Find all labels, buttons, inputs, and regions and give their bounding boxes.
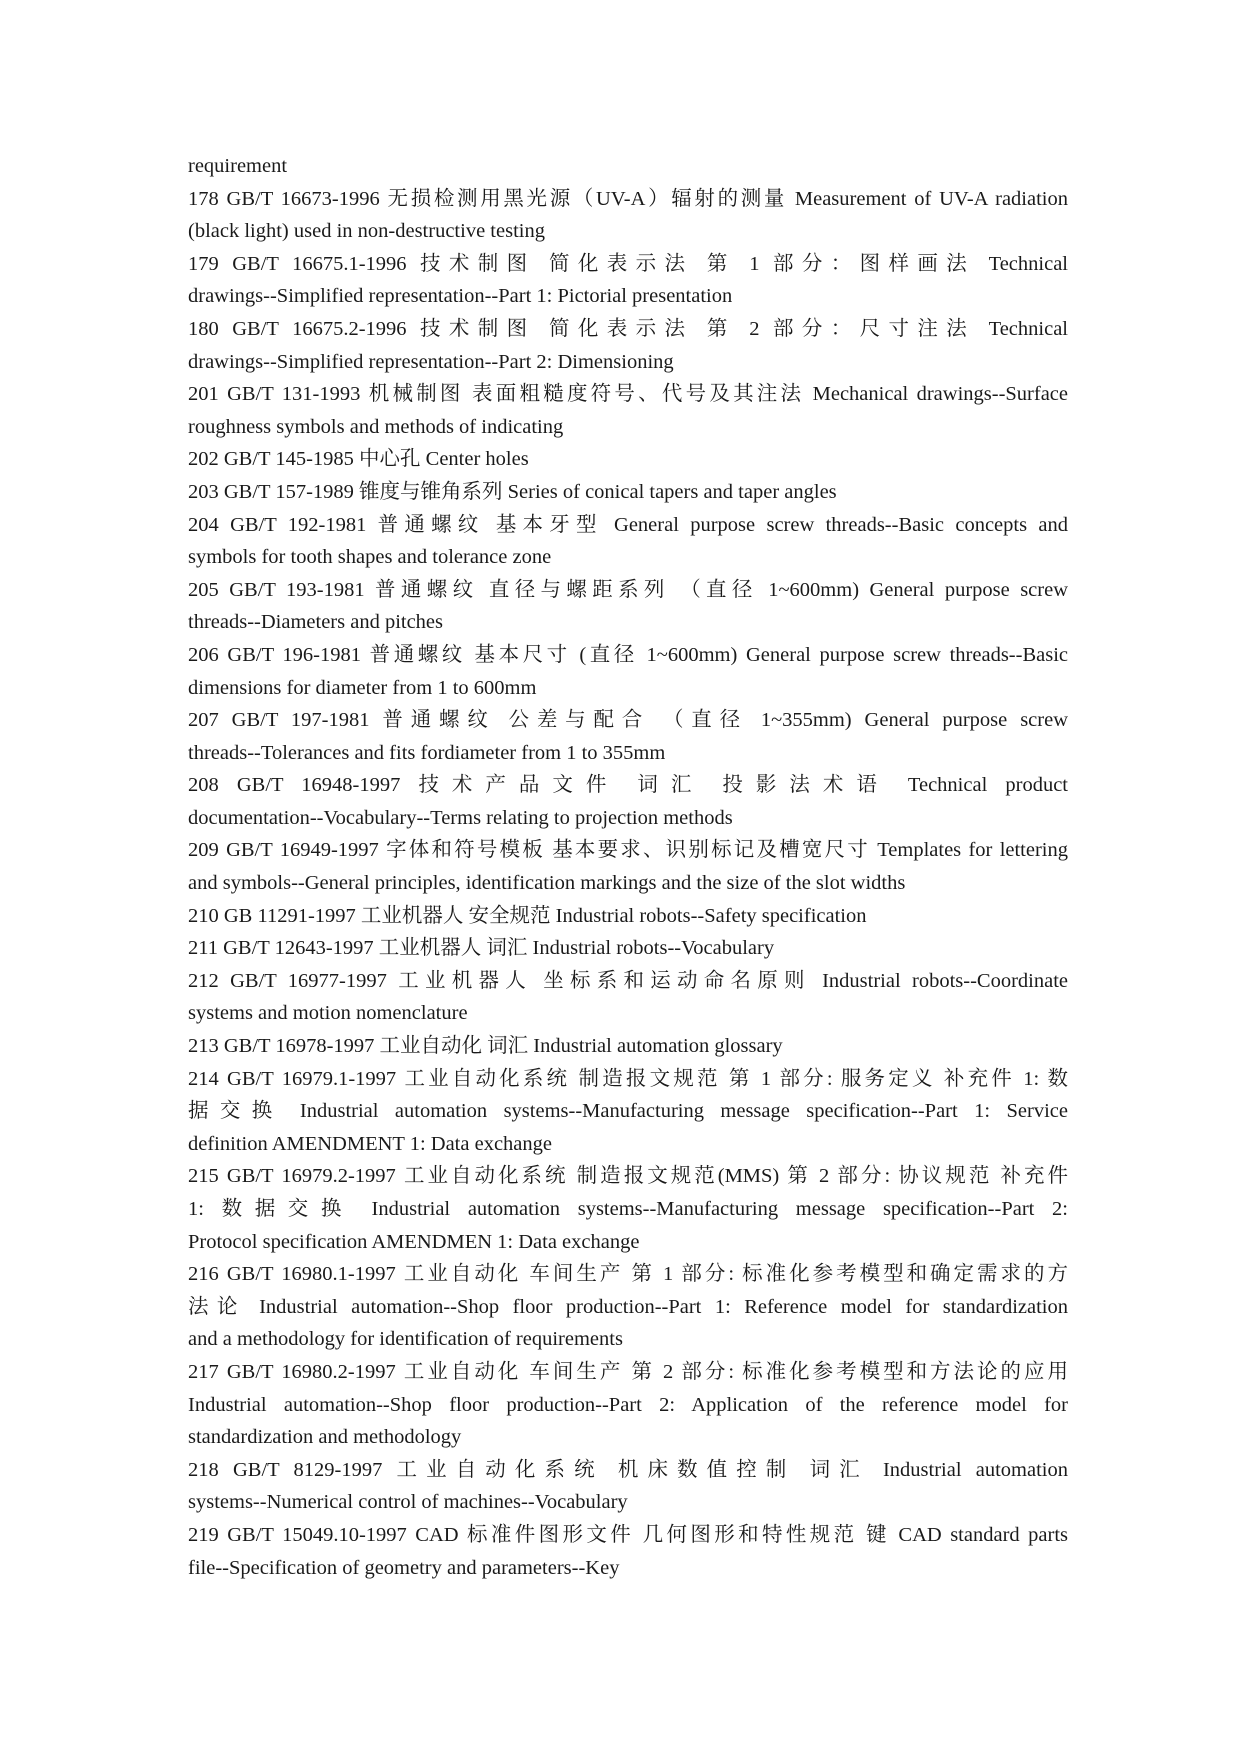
- text-line: documentation--Vocabulary--Terms relating to projection methods: [188, 806, 733, 829]
- text-line: 217 GB/T 16980.2-1997 工业自动化 车间生产 第 2 部分: 标准化参考模型和方法论的应用: [188, 1360, 1068, 1383]
- text-line: 205 GB/T 193-1981 普通螺纹 直径与螺距系列 （直径 1~600mm) General purpose screw: [188, 578, 1068, 601]
- text-line: 204 GB/T 192-1981 普通螺纹 基本牙型 General purpose screw threads--Basic concepts and: [188, 513, 1068, 536]
- text-line: threads--Diameters and pitches: [188, 611, 444, 634]
- text-line: dimensions for diameter from 1 to 600mm: [188, 676, 537, 699]
- text-line: requirement: [188, 155, 288, 177]
- text-line: 180 GB/T 16675.2-1996 技术制图 简化表示法 第 2 部分：尺寸注法 Technical: [188, 317, 1068, 340]
- text-line: systems and motion nomenclature: [188, 1002, 468, 1025]
- document-page: [188, 150, 1068, 1584]
- text-line: drawings--Simplified representation--Part 2: Dimensioning: [188, 350, 674, 373]
- text-line: symbols for tooth shapes and tolerance zone: [188, 546, 552, 569]
- text-line: 211 GB/T 12643-1997 工业机器人 词汇 Industrial robots--Vocabulary: [188, 937, 775, 960]
- text-line: 法论 Industrial automation--Shop floor production--Part 1: Reference model for standardization: [188, 1295, 1068, 1318]
- text-line: standardization and methodology: [188, 1426, 462, 1449]
- text-line: 212 GB/T 16977-1997 工业机器人 坐标系和运动命名原则 Industrial robots--Coordinate: [188, 969, 1068, 992]
- text-line: roughness symbols and methods of indicating: [188, 415, 564, 438]
- text-line: 215 GB/T 16979.2-1997 工业自动化系统 制造报文规范(MMS) 第 2 部分: 协议规范 补充件: [188, 1165, 1068, 1188]
- text-line: 214 GB/T 16979.1-1997 工业自动化系统 制造报文规范 第 1 部分: 服务定义 补充件 1: 数: [188, 1067, 1068, 1090]
- text-line: 178 GB/T 16673-1996 无损检测用黑光源（UV-A）辐射的测量 Measurement of UV-A radiation: [188, 187, 1068, 210]
- text-line: 213 GB/T 16978-1997 工业自动化 词汇 Industrial automation glossary: [188, 1035, 783, 1058]
- text-line: file--Specification of geometry and parameters--Key: [188, 1556, 620, 1579]
- text-line: 208 GB/T 16948-1997 技术产品文件 词汇 投影法术语 Technical product: [188, 774, 1068, 797]
- text-line: Industrial automation--Shop floor production--Part 2: Application of the reference model for: [188, 1393, 1068, 1416]
- text-line: 207 GB/T 197-1981 普通螺纹 公差与配合 （直径 1~355mm) General purpose screw: [188, 709, 1068, 732]
- text-line: definition AMENDMENT 1: Data exchange: [188, 1132, 552, 1155]
- text-line: and symbols--General principles, identification markings and the size of the slot widths: [188, 872, 906, 895]
- text-line: (black light) used in non-destructive testing: [188, 220, 545, 243]
- text-line: drawings--Simplified representation--Part 1: Pictorial presentation: [188, 285, 733, 308]
- text-line: 据交换 Industrial automation systems--Manufacturing message specification--Part 1: Service: [188, 1100, 1068, 1123]
- text-line: 206 GB/T 196-1981 普通螺纹 基本尺寸 (直径 1~600mm) General purpose screw threads--Basic: [188, 643, 1068, 666]
- text-line: 201 GB/T 131-1993 机械制图 表面粗糙度符号、代号及其注法 Mechanical drawings--Surface: [188, 383, 1068, 406]
- text-line: 179 GB/T 16675.1-1996 技术制图 简化表示法 第 1 部分：图样画法 Technical: [188, 252, 1068, 275]
- text-line: threads--Tolerances and fits fordiameter from 1 to 355mm: [188, 741, 666, 764]
- text-line: Protocol specification AMENDMEN 1: Data exchange: [188, 1230, 640, 1253]
- text-line: 210 GB 11291-1997 工业机器人 安全规范 Industrial robots--Safety specification: [188, 904, 867, 927]
- text-line: 203 GB/T 157-1989 锥度与锥角系列 Series of conical tapers and taper angles: [188, 480, 837, 503]
- text-line: 202 GB/T 145-1985 中心孔 Center holes: [188, 448, 529, 471]
- text-line: 209 GB/T 16949-1997 字体和符号模板 基本要求、识别标记及槽宽尺寸 Templates for lettering: [188, 839, 1068, 862]
- text-line: 219 GB/T 15049.10-1997 CAD 标准件图形文件 几何图形和特性规范 键 CAD standard parts: [188, 1523, 1068, 1546]
- text-line: 216 GB/T 16980.1-1997 工业自动化 车间生产 第 1 部分: 标准化参考模型和确定需求的方: [188, 1263, 1068, 1286]
- text-line: 1: 数据交换 Industrial automation systems--Manufacturing message specification--Part 2:: [188, 1198, 1068, 1220]
- text-line: 218 GB/T 8129-1997 工业自动化系统 机床数值控制 词汇 Industrial automation: [188, 1458, 1068, 1481]
- text-line: and a methodology for identification of requirements: [188, 1328, 623, 1351]
- text-line: systems--Numerical control of machines--Vocabulary: [188, 1491, 628, 1514]
